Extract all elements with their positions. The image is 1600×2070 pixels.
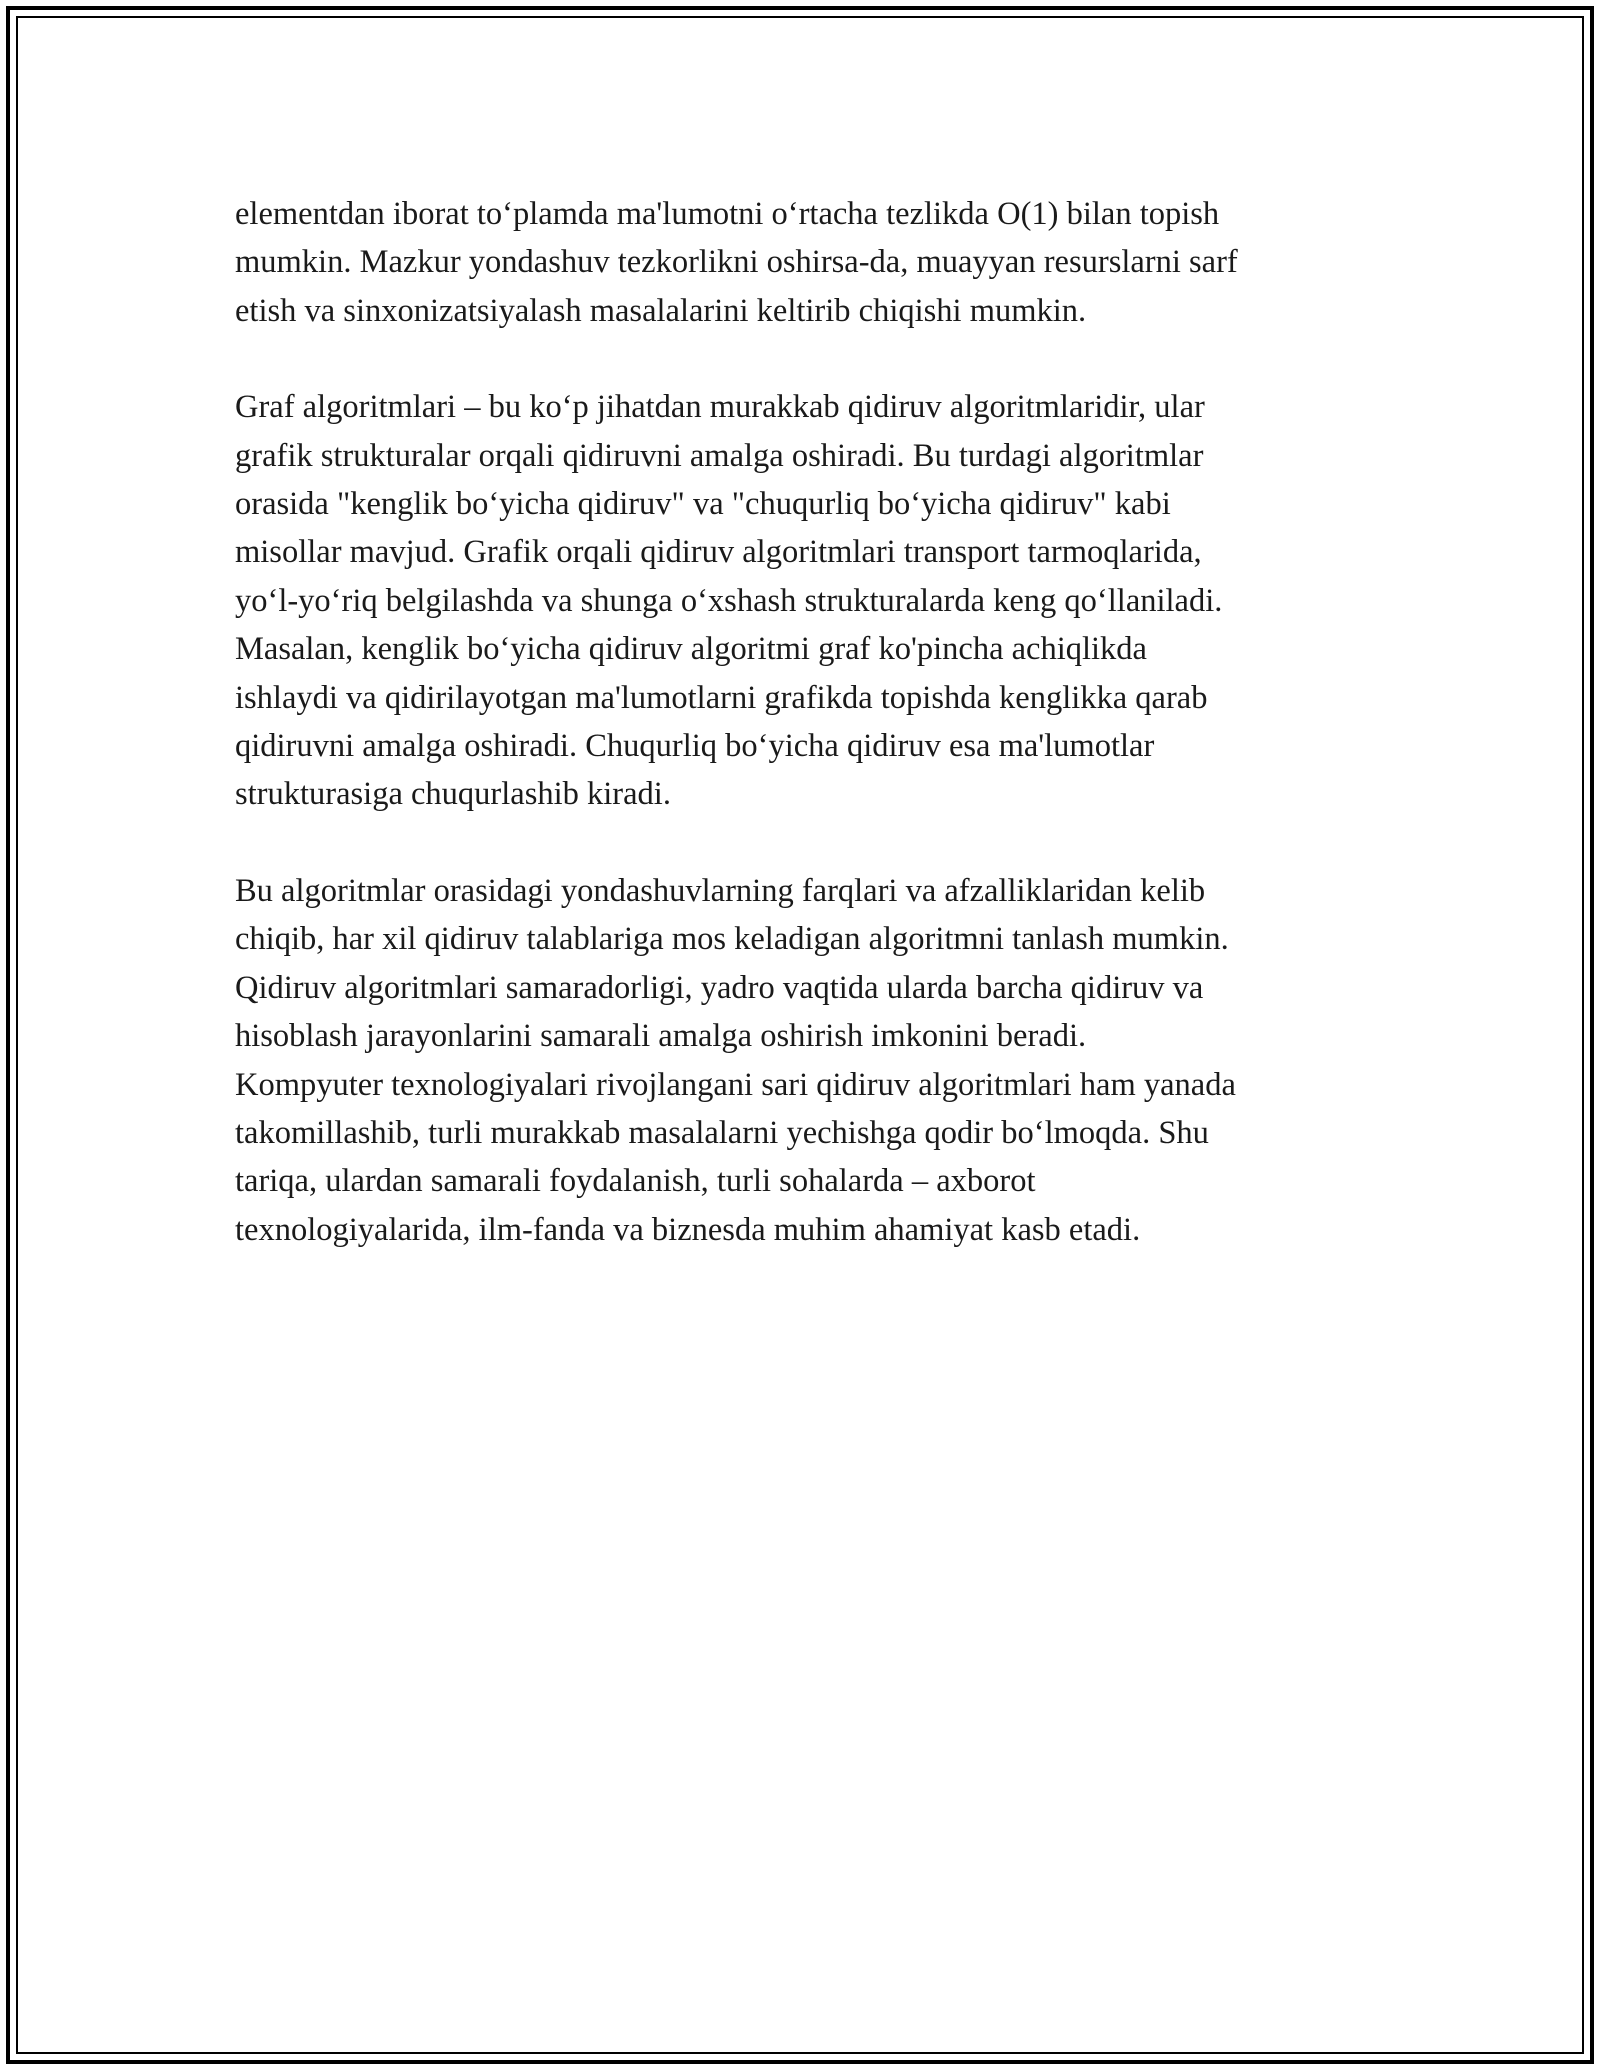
paragraph: elementdan iborat to‘plamda ma'lumotni o‘rtacha tezlikda O(1) bilan topish mumkin. Mazkur yondashuv tezkorlikni oshirsa-da, muayyan resurslarni sarf etish va sinxonizatsiyalash masalalarini keltirib chiqishi mumkin. — [235, 196, 1238, 329]
paragraph: Bu algoritmlar orasidagi yondashuvlarning farqlari va afzalliklaridan kelib chiqib, har xil qidiruv talablariga mos keladigan algoritmni tanlash mumkin. Qidiruv algoritmlari samaradorligi, yadro vaqtida ularda barcha qidiruv va hisoblash jarayonlarini samarali amalga oshirish imkonini beradi. Kompyuter texnologiyalari rivojlangani sari qidiruv algoritmlari ham yanada takomillashib, turli murakkab masalalarni yechishga qodir bo‘lmoqda. Shu tariqa, ulardan samarali foydalanish, turli sohalarda – axborot texnologiyalarida, ilm-fanda va biznesda muhim ahamiyat kasb etadi. — [235, 872, 1236, 1248]
paragraph: Graf algoritmlari – bu ko‘p jihatdan murakkab qidiruv algoritmlaridir, ular grafik strukturalar orqali qidiruvni amalga oshiradi. Bu turdagi algoritmlar orasida "kenglik bo‘yicha qidiruv" va "chuqurliq bo‘yicha qidiruv" kabi misollar mavjud. Grafik orqali qidiruv algoritmlari transport tarmoqlarida, yo‘l-yo‘riq belgilashda va shunga o‘xshash strukturalarda keng qo‘llaniladi. Masalan, kenglik bo‘yicha qidiruv algoritmi graf ko'pincha achiqlikda ishlaydi va qidirilayotgan ma'lumotlarni grafikda topishda kenglikka qarab qidiruvni amalga oshiradi. Chuqurliq bo‘yicha qidiruv esa ma'lumotlar strukturasiga chuqurlashib kiradi. — [235, 389, 1223, 813]
document-body — [235, 190, 1375, 1302]
